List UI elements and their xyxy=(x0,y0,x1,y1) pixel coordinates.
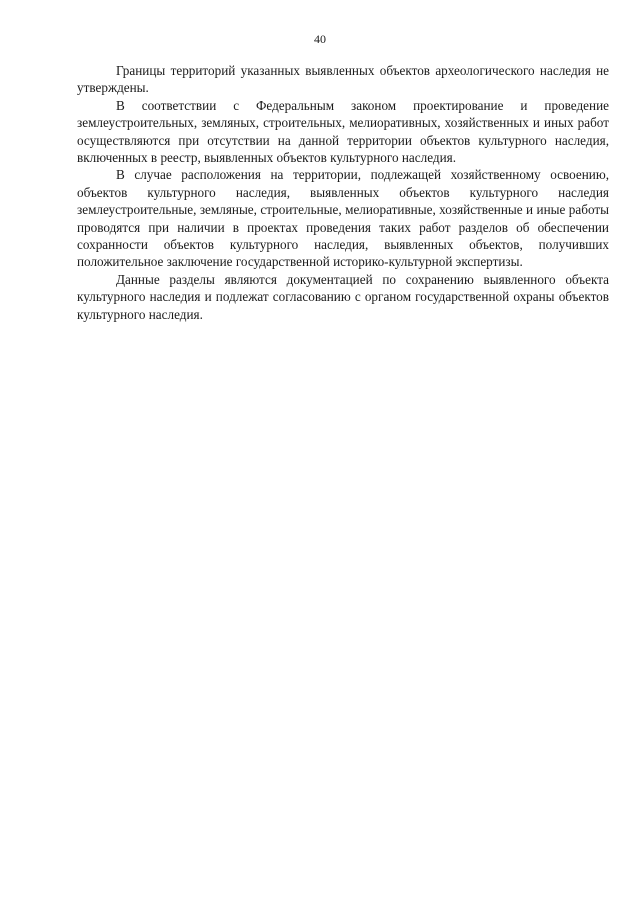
paragraph-federal-law: В соответствии с Федеральным законом проектирование и проведение землеустроительных, земляных, строительных, мелиоративных, хозяйственных и иных работ осуществляются при отсутствии на данной территории объектов культурного наследия, включенных в реестр, выявленных объектов культурного наследия. xyxy=(77,97,609,166)
page-number: 40 xyxy=(314,32,326,46)
paragraph-boundaries: Границы территорий указанных выявленных объектов археологического наследия не утверждены. xyxy=(77,63,609,96)
document-body xyxy=(77,62,609,323)
paragraph-economic-development: В случае расположения на территории, подлежащей хозяйственному освоению, объектов культурного наследия, выявленных объектов культурного наследия землеустроительные, земляные, строительные, мелиоративные, хозяйственные и иные работы проводятся при наличии в проектах проведения таких работ разделов об обеспечении сохранности объектов культурного наследия, выявленных объектов, получивших положительное заключение государственной историко-культурной экспертизы. xyxy=(77,167,609,270)
paragraph-documentation: Данные разделы являются документацией по сохранению выявленного объекта культурного наследия и подлежат согласованию с органом государственной охраны объектов культурного наследия. xyxy=(77,271,609,322)
